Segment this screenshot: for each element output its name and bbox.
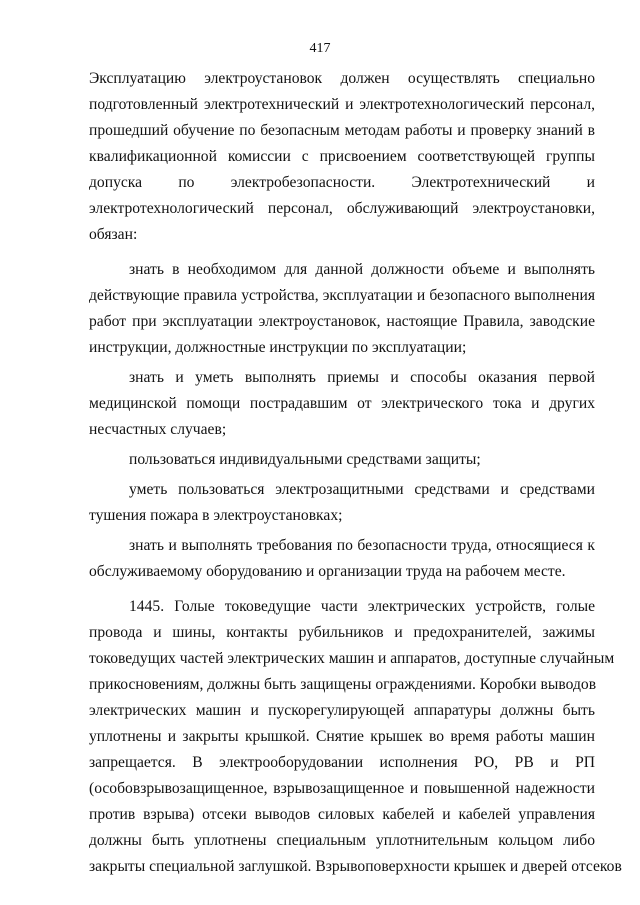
paragraph-first-aid	[89, 365, 595, 443]
text-line: против взрыва) отсеки выводов силовых кабелей и кабелей управления	[89, 806, 595, 823]
text-line: уметь пользоваться электрозащитными средствами и средствами	[129, 481, 595, 498]
paragraph-know-rules	[89, 257, 595, 361]
text-line: электротехнологический персонал, обслуживающий электроустановки,	[89, 200, 595, 217]
paragraph-1445	[89, 594, 622, 880]
text-line: допуска по электробезопасности. Электротехнический и	[89, 174, 595, 191]
text-line: знать и уметь выполнять приемы и способы оказания первой	[129, 369, 595, 386]
text-line: 1445. Голые токоведущие части электрических устройств, голые	[129, 598, 595, 615]
document-body	[89, 66, 622, 880]
text-line: работ при эксплуатации электроустановок, настоящие Правила, заводские	[89, 313, 595, 330]
text-line: пользоваться индивидуальными средствами защиты;	[129, 451, 481, 468]
text-line: запрещается. В электрооборудовании исполнения РО, РВ и РП	[89, 754, 595, 771]
text-line: знать и выполнять требования по безопасности труда, относящиеся к	[129, 537, 595, 554]
text-line: электрических машин и пускорегулирующей аппаратуры должны быть	[89, 702, 595, 719]
text-line: знать в необходимом для данной должности объеме и выполнять	[129, 261, 595, 278]
text-line: Эксплуатацию электроустановок должен осуществлять специально	[89, 70, 595, 87]
text-line: тушения пожара в электроустановках;	[89, 507, 343, 524]
text-line: уплотнены и закрыты крышкой. Снятие крышек во время работы машин	[89, 728, 595, 745]
text-line: обслуживаемому оборудованию и организации труда на рабочем месте.	[89, 563, 566, 580]
text-line: прошедший обучение по безопасным методам работы и проверку знаний в	[89, 122, 595, 139]
paragraph-electroprotective-means	[89, 477, 595, 529]
paragraph-labor-safety	[89, 533, 595, 585]
text-line: (особовзрывозащищенное, взрывозащищенное и повышенной надежности	[89, 780, 595, 797]
text-line: действующие правила устройства, эксплуатации и безопасного выполнения	[89, 287, 595, 304]
text-line: подготовленный электротехнический и электротехнологический персонал,	[89, 96, 595, 113]
text-line: провода и шины, контакты рубильников и предохранителей, зажимы	[89, 624, 595, 641]
text-line: закрыты специальной заглушкой. Взрывоповерхности крышек и дверей отсеков	[89, 858, 622, 875]
text-line: несчастных случаев;	[89, 421, 227, 438]
page-number: 417	[309, 41, 331, 56]
text-line: должны быть уплотнены специальным уплотнительным кольцом либо	[89, 832, 595, 849]
text-line: обязан:	[89, 226, 138, 243]
text-line: инструкции, должностные инструкции по эксплуатации;	[89, 339, 467, 356]
text-line: квалификационной комиссии с присвоением соответствующей группы	[89, 148, 595, 165]
text-line: прикосновениям, должны быть защищены ограждениями. Коробки выводов	[89, 676, 597, 693]
paragraph-personnel-requirements	[89, 66, 595, 248]
paragraph-protective-means	[89, 447, 595, 473]
text-line: токоведущих частей электрических машин и аппаратов, доступные случайным	[89, 650, 615, 667]
text-line: медицинской помощи пострадавшим от электрического тока и других	[89, 395, 595, 412]
